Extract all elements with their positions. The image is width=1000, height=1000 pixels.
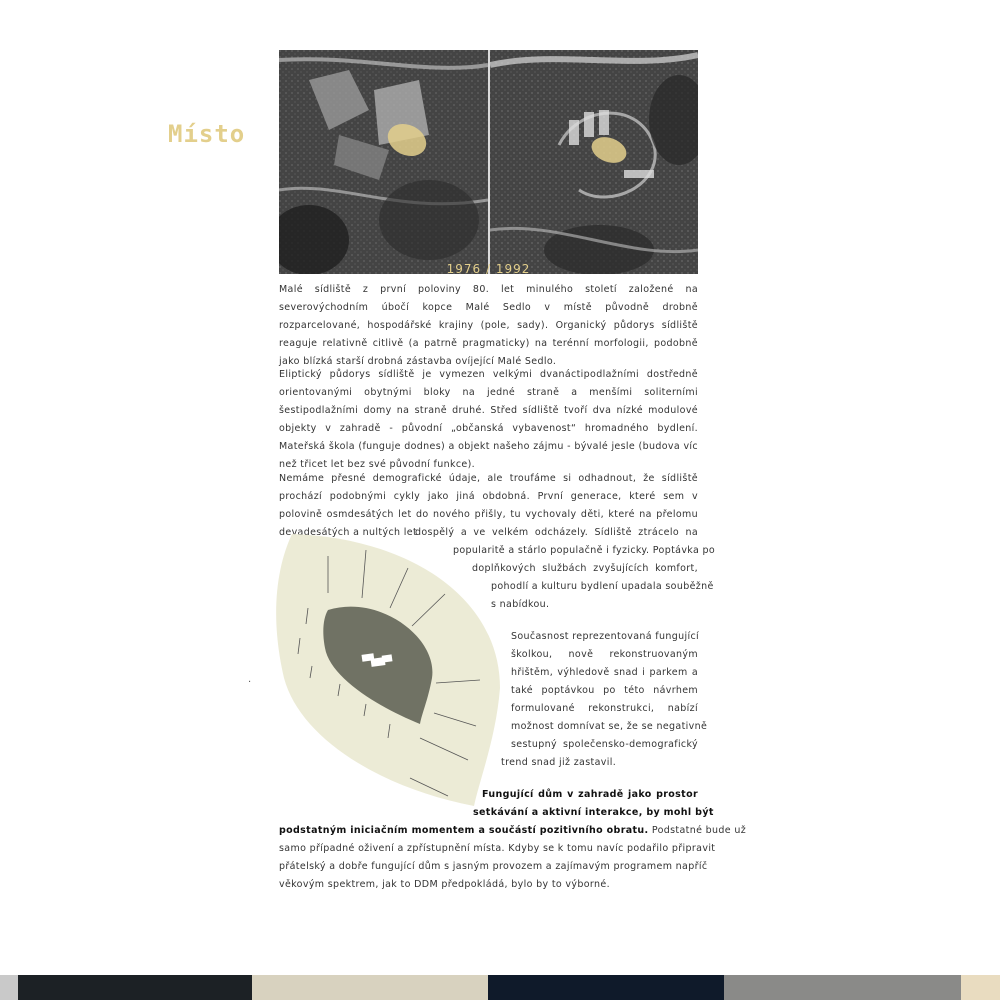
small-dot: · xyxy=(248,677,252,688)
paragraph-5-bold-line: setkávání a aktivní interakce, by mohl být xyxy=(473,807,714,818)
section-title: Místo xyxy=(168,120,246,148)
footer-strip xyxy=(488,975,724,1000)
paragraph-4-line: školkou, nově rekonstruovaným xyxy=(511,649,698,660)
paragraph-3-line: doplňkových službách zvyšujících komfort, xyxy=(472,563,698,574)
footer-strip xyxy=(18,975,252,1000)
footer-strip xyxy=(961,975,1000,1000)
paragraph-3-line: pohodlí a kulturu bydlení upadala souběžně xyxy=(491,581,714,592)
paragraph-4-line: sestupný společensko-demografický xyxy=(511,739,698,750)
paragraph-5-line: přátelský a dobře fungující dům s jasným provozem a zajímavým programem napříč xyxy=(279,861,708,872)
paragraph-3: Nemáme přesné demografické údaje, ale troufáme si odhadnout, že sídliště prochází podobnými cykly jako jiná obdobná. První generace, které sem v polovině osmdesátých let do nového přišly, tu vychovaly děti, které na přelomu devadesátých a nultých let xyxy=(279,473,698,538)
paragraph-4-line: formulované rekonstrukci, nabízí xyxy=(511,703,698,714)
footer-strip xyxy=(0,975,18,1000)
paragraph-3-line: s nabídkou. xyxy=(491,599,550,610)
aerial-photo-1992 xyxy=(490,50,698,274)
paragraph-5-bold-line: Fungující dům v zahradě jako prostor xyxy=(482,789,698,800)
paragraph-5-line: věkovým spektrem, jak to DDM předpokládá, bylo by to výborné. xyxy=(279,879,610,890)
paragraph-5-line: samo případné oživení a zpřístupnění místa. Kdyby se k tomu navíc podařilo připravit xyxy=(279,843,716,854)
paragraph-4-line: také poptávkou po této návrhem xyxy=(511,685,698,696)
paragraph-4-line: Současnost reprezentovaná fungující xyxy=(511,631,700,642)
aerial-photos xyxy=(279,50,698,274)
footer-strip xyxy=(724,975,961,1000)
paragraph-3-line: dospělý a ve velkém odcházely. Sídliště ztrácelo na xyxy=(415,527,698,538)
paragraph-1: Malé sídliště z první poloviny 80. let minulého století založené na severovýchodním úbočí kopce Malé Sedlo v místě původně drobně rozparcelované, hospodářské krajiny (pole, sady). Organický půdorys sídliště reaguje relativně citlivě (a patrně pragmaticky) na terénní morfologii, podobně jako blízká starší drobná zástavba ovíjející Malé Sedlo. xyxy=(279,284,698,367)
aerial-photo-1976 xyxy=(279,50,488,274)
paragraph-4-line: možnost domnívat se, že se negativně xyxy=(511,721,708,732)
paragraph-5-text: Podstatné bude už xyxy=(648,825,747,836)
paragraph-3-line: popularitě a stárlo populačně i fyzicky. Poptávka po xyxy=(453,545,716,556)
paragraph-5-line xyxy=(279,822,747,840)
paragraph-4-line: hřištěm, výhledově snad i parkem a xyxy=(511,667,698,678)
paragraph-4-line: trend snad již zastavil. xyxy=(501,757,617,768)
footer-strip xyxy=(252,975,488,1000)
photo-years-caption: 1976 / 1992 xyxy=(446,262,531,274)
paragraph-2: Eliptický půdorys sídliště je vymezen velkými dvanáctipodlažními dostředně orientovanými obytnými bloky na jedné straně a menšími soliterními šestipodlažními domy na straně druhé. Střed sídliště tvoří dva nízké modulové objekty v zahradě - původní „občanská vybavenost“ hromadného bydlení. Mateřská škola (funguje dodnes) a objekt našeho zájmu - bývalé jesle (budova víc než třicet let bez své původní funkce). xyxy=(279,369,698,470)
site-plan-diagram xyxy=(270,528,510,808)
paragraph-5-bold-text: podstatným iniciačním momentem a součástí pozitivního obratu. xyxy=(279,825,649,836)
aerial-photo-pair xyxy=(279,50,698,274)
